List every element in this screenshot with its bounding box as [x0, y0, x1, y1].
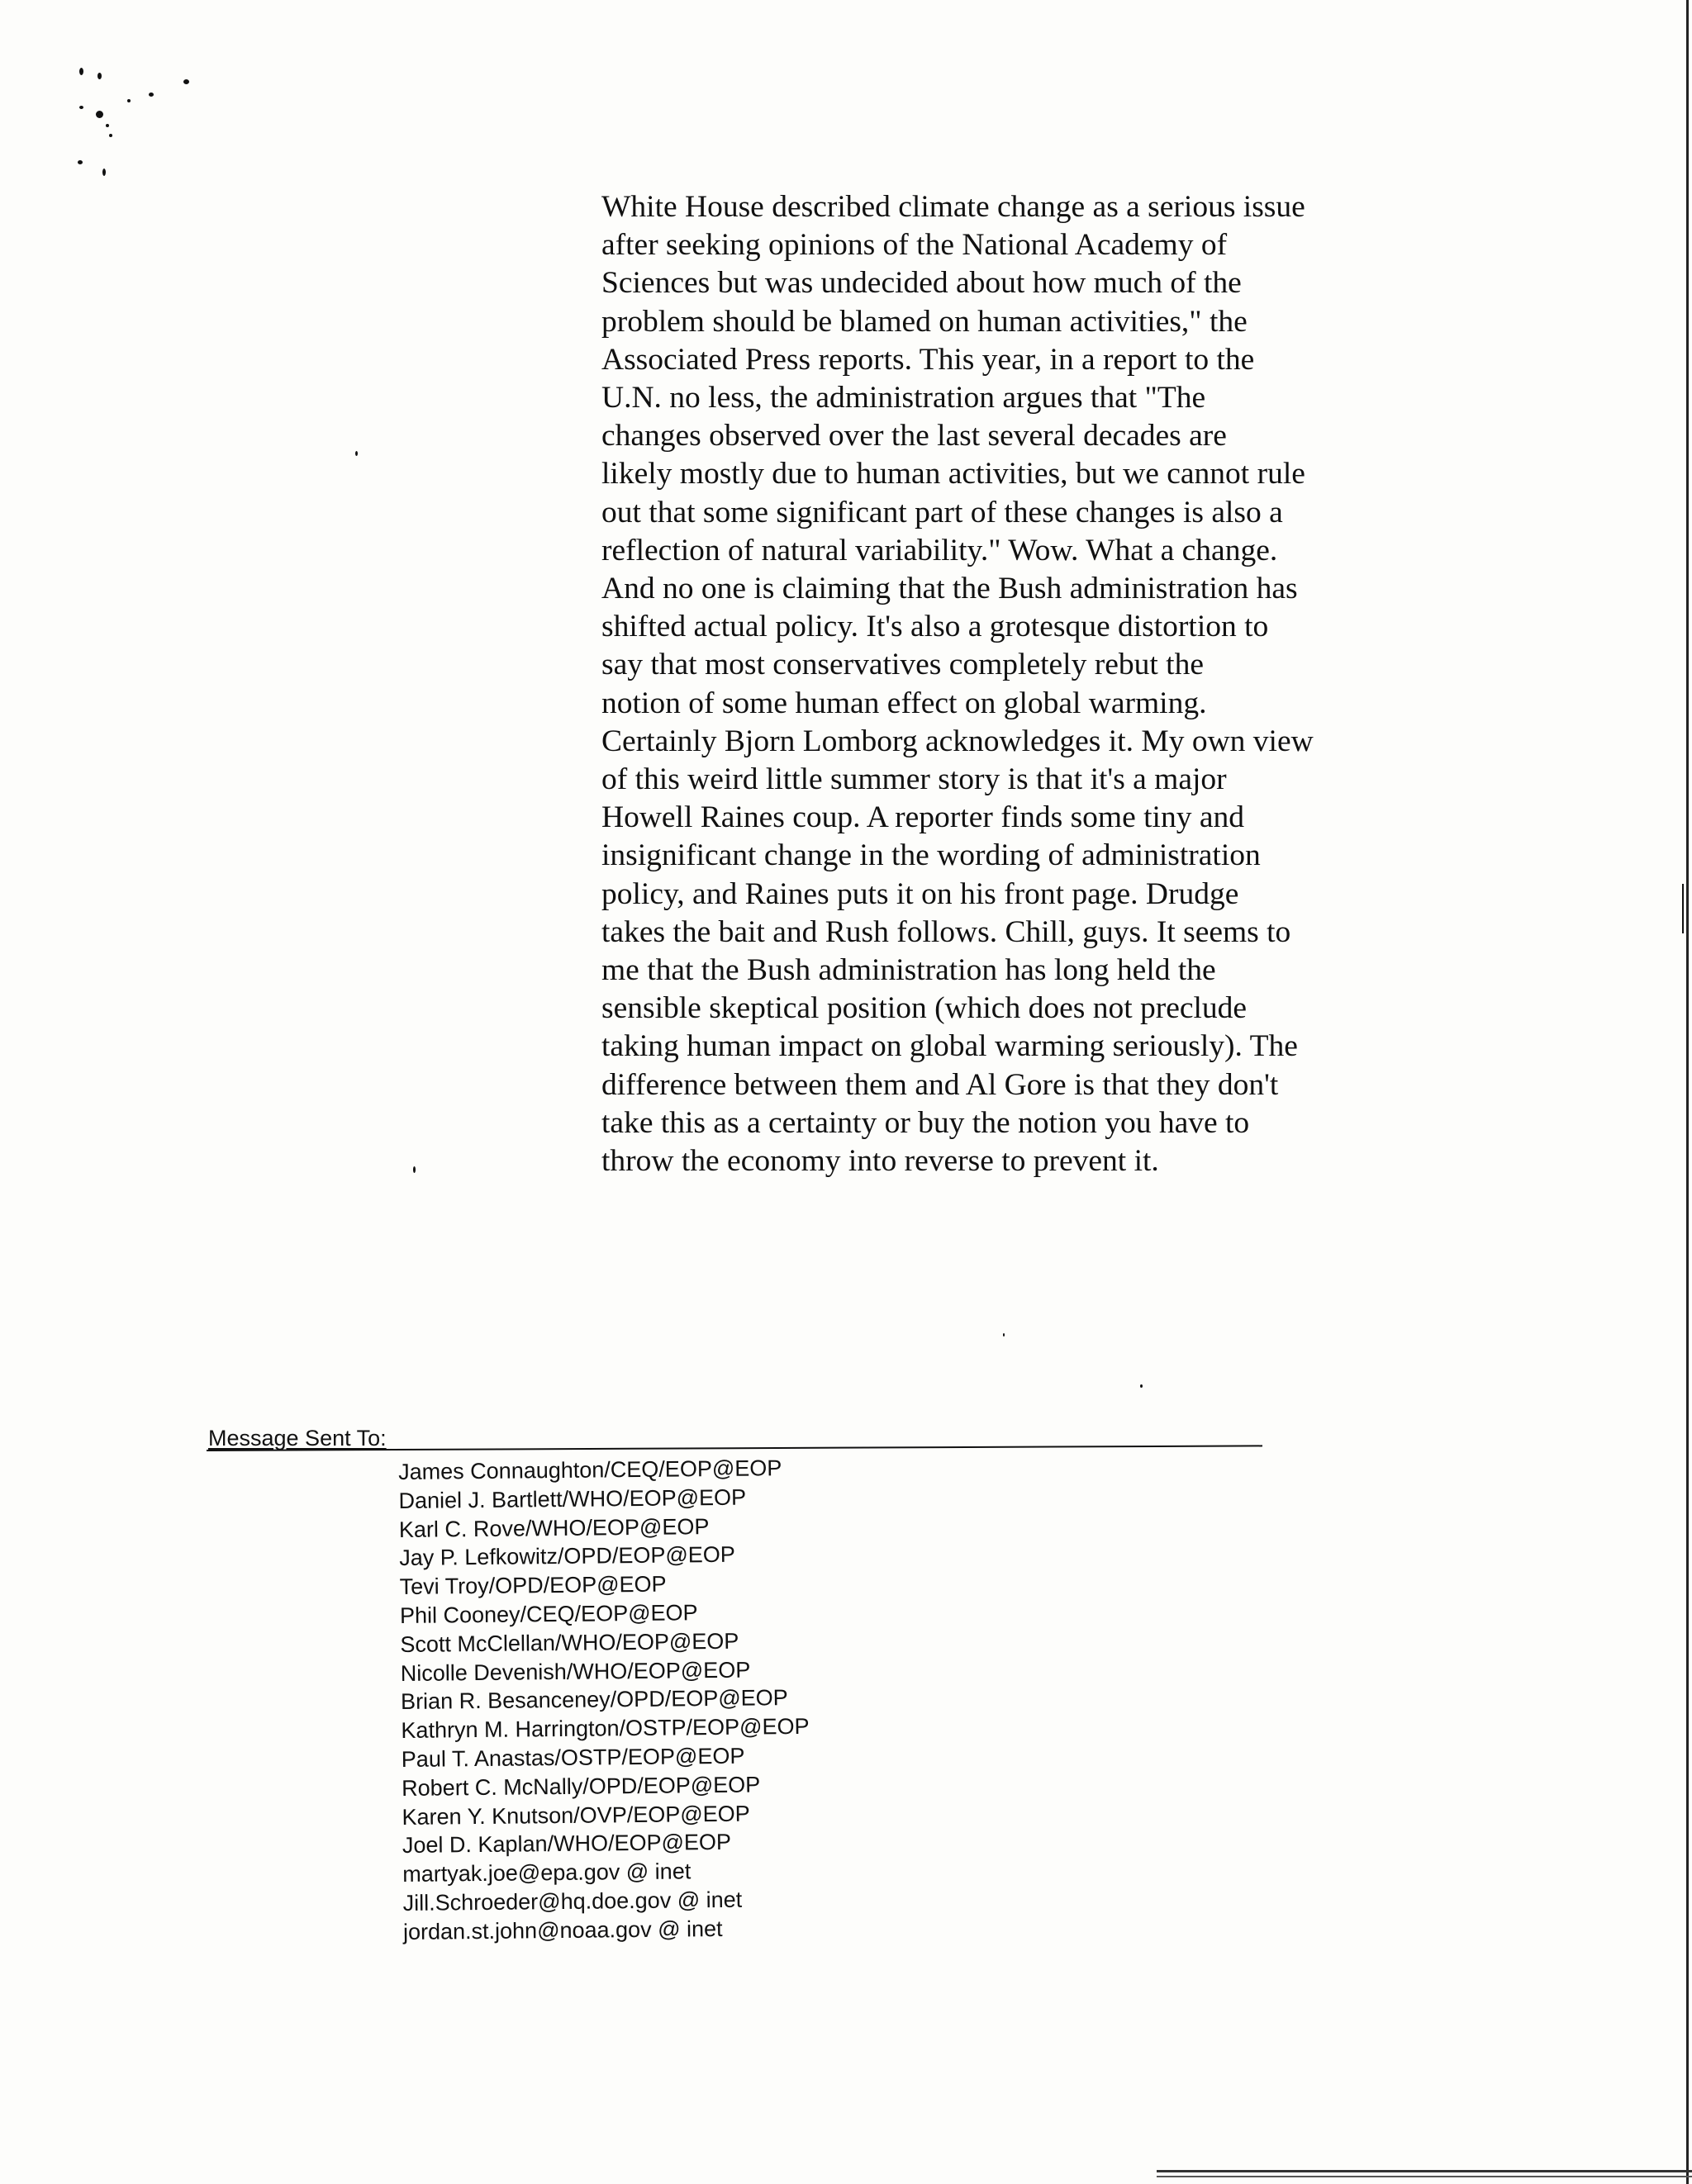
- scan-speck: [97, 73, 102, 79]
- body-line: out that some significant part of these changes is also a: [601, 495, 1283, 529]
- body-line: Certainly Bjorn Lomborg acknowledges it. My own view: [601, 724, 1314, 758]
- body-line: me that the Bush administration has long held the: [601, 953, 1216, 988]
- scan-speck: [183, 79, 189, 84]
- recipient-entry: Tevi Troy/OPD/EOP@EOP: [399, 1571, 667, 1600]
- body-line: Howell Raines coup. A reporter finds some tiny and: [601, 800, 1244, 835]
- scan-speck: [1140, 1384, 1143, 1388]
- scan-speck: [106, 124, 109, 127]
- recipient-entry: Paul T. Anastas/OSTP/EOP@EOP: [401, 1743, 745, 1772]
- body-line: taking human impact on global warming seriously). The: [601, 1029, 1298, 1064]
- scan-speck: [127, 99, 131, 102]
- recipient-entry: Robert C. McNally/OPD/EOP@EOP: [402, 1772, 761, 1801]
- body-line: insignificant change in the wording of administration: [601, 838, 1261, 873]
- scan-speck: [79, 106, 83, 109]
- body-line: White House described climate change as a serious issue: [601, 190, 1305, 224]
- scan-speck: [149, 93, 154, 97]
- body-line: reflection of natural variability." Wow. What a change.: [601, 533, 1278, 567]
- body-line: likely mostly due to human activities, but we cannot rule: [601, 457, 1305, 491]
- recipient-entry: jordan.st.john@noaa.gov @ inet: [402, 1916, 723, 1944]
- scan-speck: [1003, 1333, 1005, 1337]
- body-paragraph: [601, 188, 1395, 1180]
- body-line: notion of some human effect on global warming.: [601, 686, 1207, 720]
- body-line: after seeking opinions of the National Academy of: [601, 228, 1228, 263]
- body-line: Associated Press reports. This year, in a report to the: [601, 342, 1255, 377]
- body-line: problem should be blamed on human activities," the: [601, 304, 1248, 339]
- recipient-entry: Nicolle Devenish/WHO/EOP@EOP: [400, 1657, 751, 1686]
- body-line: of this weird little summer story is that it's a major: [601, 762, 1227, 797]
- recipient-entry: Joel D. Kaplan/WHO/EOP@EOP: [402, 1830, 732, 1859]
- recipient-entry: Karen Y. Knutson/OVP/EOP@EOP: [402, 1801, 750, 1830]
- recipient-entry: Brian R. Besanceney/OPD/EOP@EOP: [400, 1685, 788, 1715]
- body-line: U.N. no less, the administration argues that "The: [601, 381, 1206, 415]
- recipient-entry: Kathryn M. Harrington/OSTP/EOP@EOP: [401, 1713, 810, 1744]
- recipient-entry: martyak.joe@epa.gov @ inet: [402, 1859, 692, 1887]
- body-line: Sciences but was undecided about how much of the: [601, 266, 1242, 301]
- body-line: takes the bait and Rush follows. Chill, guys. It seems to: [601, 914, 1291, 949]
- scan-speck: [78, 160, 83, 164]
- body-line: sensible skeptical position (which does not preclude: [601, 991, 1248, 1026]
- message-sent-to-label: Message Sent To:: [208, 1426, 387, 1450]
- recipient-entry: Scott McClellan/WHO/EOP@EOP: [400, 1628, 739, 1657]
- scan-speck: [96, 111, 103, 118]
- scan-speck: [102, 169, 106, 176]
- body-line: take this as a certainty or buy the notion you have to: [601, 1105, 1250, 1140]
- scan-speck: [355, 451, 358, 456]
- scan-speck: [109, 134, 112, 137]
- body-line: shifted actual policy. It's also a grotesque distortion to: [601, 610, 1269, 644]
- scan-edge-bottom-inner: [1157, 2176, 1692, 2177]
- recipient-entry: James Connaughton/CEQ/EOP@EOP: [398, 1455, 782, 1484]
- recipient-entry: Jay P. Lefkowitz/OPD/EOP@EOP: [399, 1542, 735, 1571]
- scan-speck: [79, 68, 83, 75]
- scan-edge-bottom: [1157, 2170, 1692, 2172]
- recipient-entry: Jill.Schroeder@hq.doe.gov @ inet: [402, 1887, 743, 1916]
- body-line: throw the economy into reverse to prevent it.: [601, 1144, 1159, 1179]
- scan-speck: [413, 1166, 416, 1173]
- body-line: And no one is claiming that the Bush administration has: [601, 572, 1298, 606]
- recipient-list: [398, 1454, 811, 1947]
- recipient-entry: Karl C. Rove/WHO/EOP@EOP: [398, 1513, 710, 1542]
- body-line: difference between them and Al Gore is that they don't: [601, 1067, 1279, 1102]
- scan-speck: [1682, 884, 1684, 933]
- scan-edge-right: [1686, 0, 1689, 2184]
- recipient-entry: Phil Cooney/CEQ/EOP@EOP: [399, 1600, 698, 1628]
- recipient-entry: Daniel J. Bartlett/WHO/EOP@EOP: [398, 1484, 747, 1513]
- body-line: changes observed over the last several decades are: [601, 419, 1227, 453]
- body-line: policy, and Raines puts it on his front page. Drudge: [601, 876, 1239, 911]
- body-line: say that most conservatives completely rebut the: [601, 648, 1204, 682]
